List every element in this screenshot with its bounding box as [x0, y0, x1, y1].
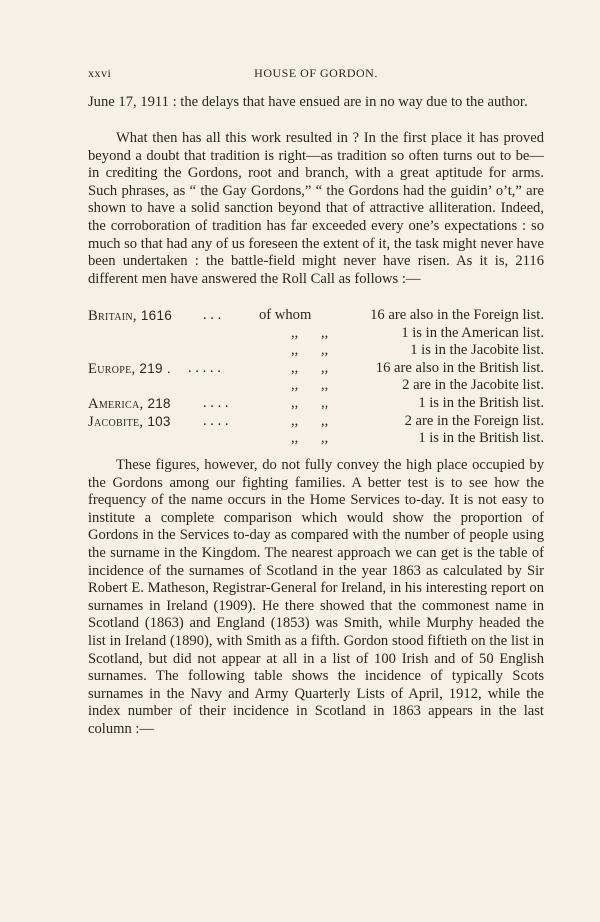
roll-call-row — [88, 377, 544, 395]
row-statement: 16 are also in the Foreign list. — [370, 307, 544, 323]
region-count: 1616 — [140, 308, 173, 323]
ditto-mark: ,, — [291, 324, 299, 341]
ditto-mark: ,, — [291, 359, 299, 376]
region-count: 103 — [147, 413, 171, 429]
ditto-mark: ,, — [291, 394, 299, 411]
roll-call-row — [88, 325, 544, 343]
leader-dots: . . . . — [203, 394, 229, 411]
ditto-mark: ,, — [291, 430, 299, 447]
row-statement: 1 is in the Jacobite list. — [410, 342, 544, 359]
row-statement: 1 is in the American list. — [401, 324, 544, 341]
ditto-mark: ,, — [321, 430, 329, 447]
of-whom-text: of whom — [259, 307, 312, 323]
region-label: Jacobite, 103 — [88, 413, 171, 430]
leader-dots: . . . — [203, 307, 222, 323]
leader-dots: . . . . . — [188, 359, 221, 376]
ditto-mark: ,, — [321, 394, 329, 411]
roll-call-row — [88, 413, 544, 431]
ditto-mark: ,, — [291, 412, 299, 429]
region-count: 218 — [147, 395, 171, 411]
page-number: xxvi — [88, 66, 112, 80]
roll-call-row — [88, 307, 544, 325]
ditto-mark: ,, — [321, 359, 329, 376]
paragraph-surname-incidence: These figures, however, do not fully convey the high place occupied by the Gordons among our fighting families. A better test is to see how the frequency of the name occurs in the Home Services to-day. It is not easy to institute a complete comparison which would show the proportion of Gordons in the Services to-day as compared with the number of people using the surname in the Kingdom. The nearest approach we can get is the table of incidence of the surnames of Scotland in the year 1863 as calculated by Sir Robert E. Matheson, Registrar-General for Ireland, in his interesting report on surnames in Ireland (1909). He there showed that the commonest name in Scotland (1863) and England (1853) was Smith, while Murphy headed the list in Ireland (1890), with Smith as a fifth. Gordon stood fiftieth on the list in Scotland, but did not appear at all in a list of 100 Irish and of 50 English surnames. The following table shows the incidence of typically Scots surnames in the Navy and Army Quarterly Lists of April, 1912, while the index number of their incidence in Scotland in 1863 appears in the last column :— — [88, 457, 544, 737]
paragraph-continuation: June 17, 1911 : the delays that have ensued are in no way due to the author. — [88, 94, 528, 110]
leader-dots: . . . . — [203, 412, 229, 429]
ditto-mark: ,, — [321, 412, 329, 429]
running-title: HOUSE OF GORDON. — [254, 66, 378, 80]
region-label: America, 218 — [88, 395, 171, 412]
region-label: Britain, 1616 — [88, 308, 173, 324]
row-statement: 2 are in the Jacobite list. — [402, 377, 544, 394]
roll-call-table — [88, 307, 544, 448]
paragraph-roll-call-intro: What then has all this work resulted in ? In the first place it has proved beyond a doubt that tradition is right—as tradition so often turns out to be—in crediting the Gordons, root and branch, with a great aptitude for arms. Such phrases, as “ the Gay Gordons,” “ the Gordons had the guidin’ o’t,” are shown to have a solid sanction beyond that of attractive alliteration. Indeed, the corroboration of tradition has far exceeded every one’s expectations : so much so that had any of us foreseen the extent of it, the task might never have been undertaken : the battle-field might never have risen. As it is, 2116 different men have answered the Roll Call as follows :— — [88, 130, 544, 287]
roll-call-row — [88, 430, 544, 448]
region-count: 219 . — [139, 360, 171, 376]
running-header — [88, 66, 544, 82]
row-statement: 1 is in the British list. — [418, 394, 544, 411]
ditto-mark: ,, — [291, 342, 299, 359]
roll-call-row — [88, 360, 544, 378]
row-statement: 16 are also in the British list. — [375, 359, 544, 376]
roll-call-row — [88, 395, 544, 413]
ditto-mark: ,, — [291, 377, 299, 394]
roll-call-row — [88, 342, 544, 360]
region-label: Europe, 219 . — [88, 360, 171, 377]
row-statement: 1 is in the British list. — [418, 430, 544, 447]
row-statement: 2 are in the Foreign list. — [404, 412, 544, 429]
ditto-mark: ,, — [321, 342, 329, 359]
ditto-mark: ,, — [321, 324, 329, 341]
ditto-mark: ,, — [321, 377, 329, 394]
